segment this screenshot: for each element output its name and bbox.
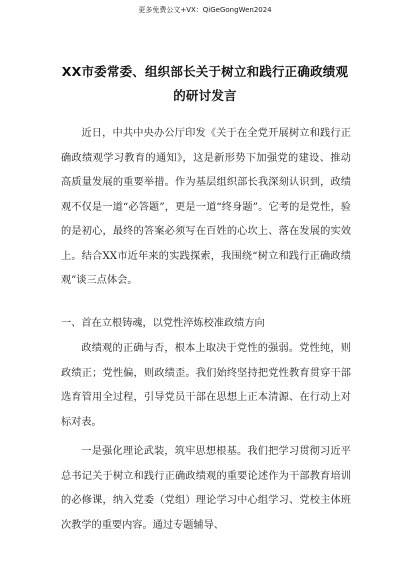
- header-note: 更多免费公文+VX：QiGeGongWen2024: [138, 6, 272, 14]
- title-line-2: 的研讨发言: [173, 88, 237, 103]
- paragraph-section-1: 政绩观的正确与否，根本上取决于党性的强弱。党性纯，则政绩正；党性偏，则政绩歪。我们始终坚持把党性教育贯穿干部选育管用全过程，引导党员干部在思想上正本清源、在行动上对标对表。: [61, 343, 351, 428]
- section-heading-1: 一、首在立根铸魂，以党性淬炼校准政绩方向: [61, 318, 265, 329]
- paragraph-point-1: 一是强化理论武装，筑牢思想根基。我们把学习贯彻习近平总书记关于树立和践行正确政绩观的重要论述作为干部教育培训的必修课，纳入党委（党组）理论学习中心组学习、党校主体班次教学的重要内容。通过专题辅导、: [61, 446, 351, 531]
- paragraph-intro: 近日，中共中央办公厅印发《关于在全党开展树立和践行正确政绩观学习教育的通知》，这是新形势下加强党的建设、推动高质量发展的重要举措。作为基层组织部长我深刻认识到，政绩观不仅是一道“必答题”，更是一道“终身题”。它考的是党性，验的是初心，最终的答案必须写在百姓的心坎上、落在发展的实效上。结合XX市近年来的实践探索，我围绕“树立和践行正确政绩观”谈三点体会。: [61, 128, 351, 286]
- title-line-1: XX市委常委、组织部长关于树立和践行正确政绩观: [61, 64, 349, 79]
- document-title: [40, 60, 370, 108]
